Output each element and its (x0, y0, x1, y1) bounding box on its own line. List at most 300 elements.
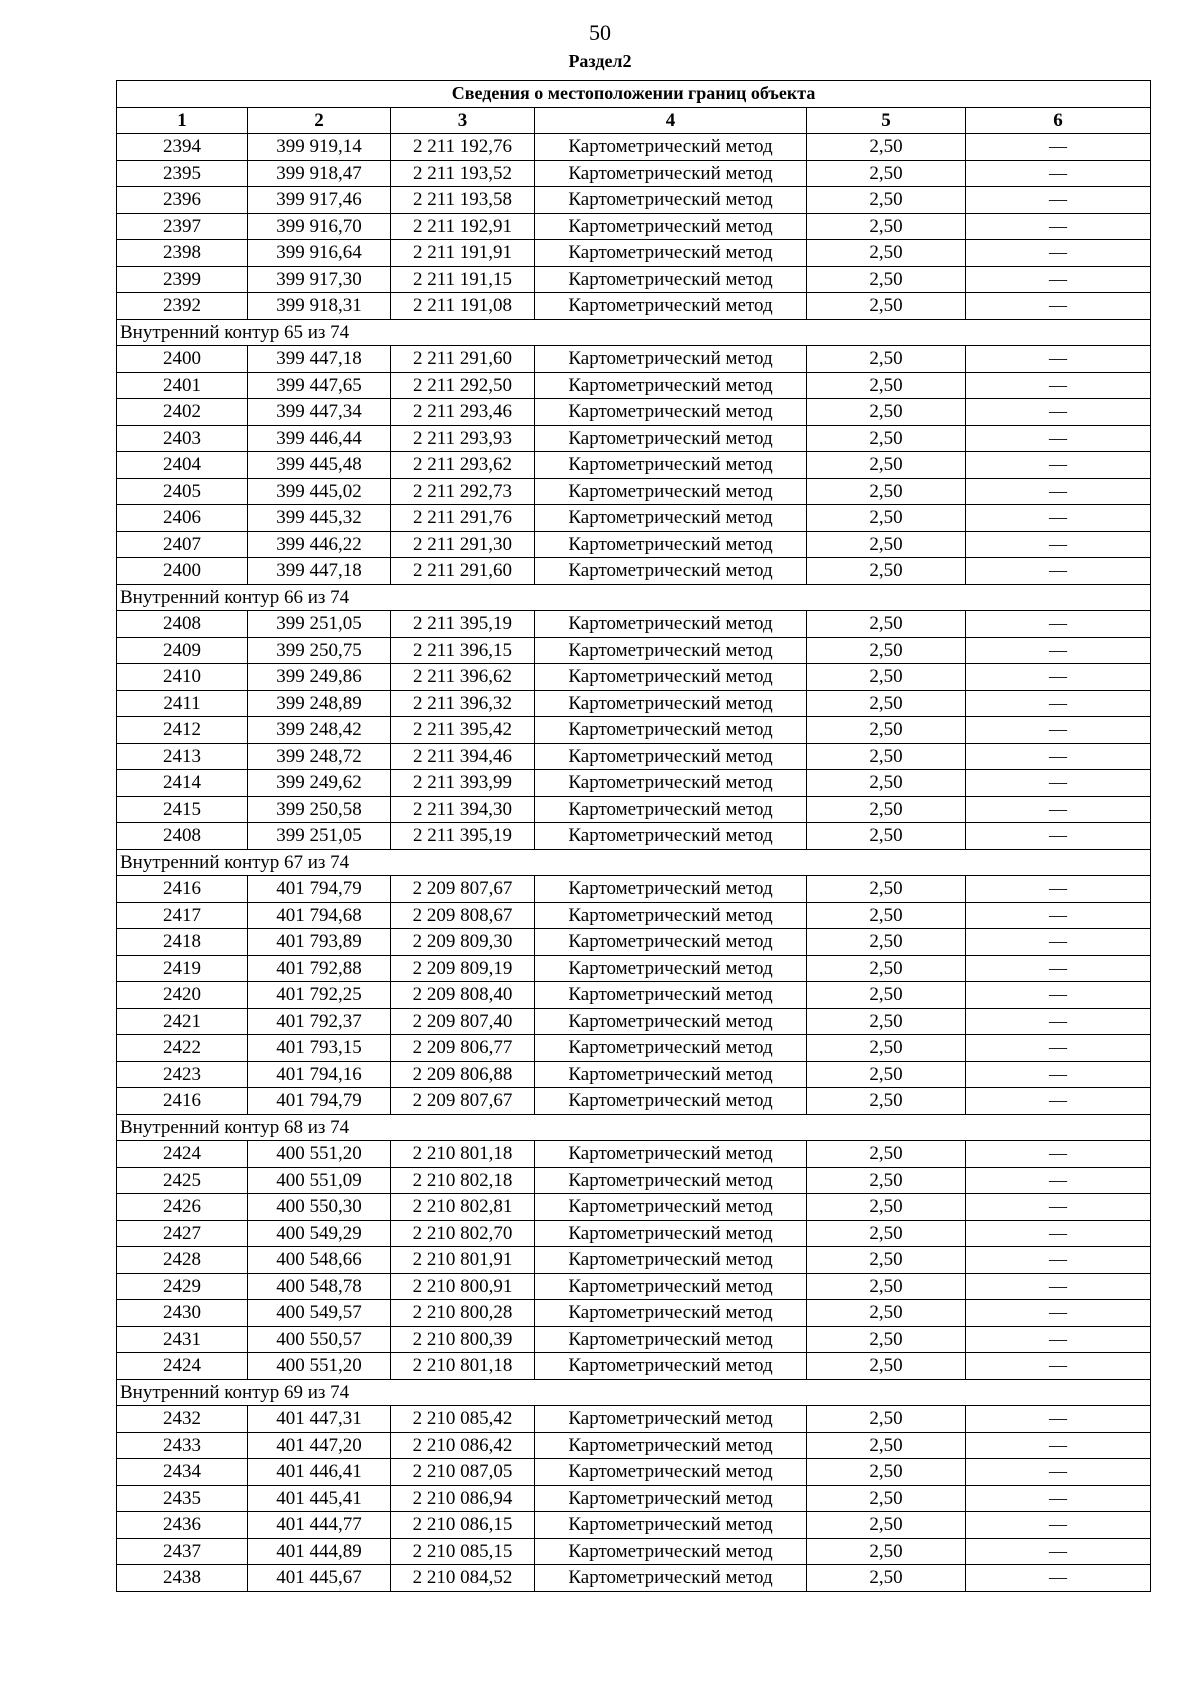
accuracy-cell: 2,50 (807, 743, 966, 770)
y-coordinate-cell: 2 211 293,62 (391, 452, 535, 479)
x-coordinate-cell: 399 251,05 (248, 823, 391, 850)
table-row (117, 240, 1151, 267)
point-number-cell: 2408 (117, 823, 248, 850)
accuracy-cell: 2,50 (807, 1273, 966, 1300)
description-cell: — (966, 743, 1151, 770)
method-cell: Картометрический метод (535, 664, 807, 691)
point-number-cell: 2416 (117, 876, 248, 903)
accuracy-cell: 2,50 (807, 1220, 966, 1247)
table-row (117, 1485, 1151, 1512)
y-coordinate-cell: 2 210 086,15 (391, 1512, 535, 1539)
x-coordinate-cell: 399 918,47 (248, 160, 391, 187)
y-coordinate-cell: 2 211 395,19 (391, 823, 535, 850)
x-coordinate-cell: 400 549,29 (248, 1220, 391, 1247)
method-cell: Картометрический метод (535, 929, 807, 956)
point-number-cell: 2394 (117, 134, 248, 161)
y-coordinate-cell: 2 211 191,91 (391, 240, 535, 267)
point-number-cell: 2438 (117, 1565, 248, 1592)
accuracy-cell: 2,50 (807, 240, 966, 267)
table-row (117, 505, 1151, 532)
method-cell: Картометрический метод (535, 1061, 807, 1088)
y-coordinate-cell: 2 211 293,46 (391, 399, 535, 426)
method-cell: Картометрический метод (535, 372, 807, 399)
point-number-cell: 2424 (117, 1141, 248, 1168)
point-number-cell: 2409 (117, 637, 248, 664)
x-coordinate-cell: 399 447,18 (248, 346, 391, 373)
method-cell: Картометрический метод (535, 478, 807, 505)
point-number-cell: 2392 (117, 293, 248, 320)
accuracy-cell: 2,50 (807, 1353, 966, 1380)
method-cell: Картометрический метод (535, 1088, 807, 1115)
description-cell: — (966, 399, 1151, 426)
x-coordinate-cell: 401 447,31 (248, 1406, 391, 1433)
y-coordinate-cell: 2 211 396,32 (391, 690, 535, 717)
x-coordinate-cell: 399 916,64 (248, 240, 391, 267)
y-coordinate-cell: 2 209 809,19 (391, 955, 535, 982)
accuracy-cell: 2,50 (807, 1008, 966, 1035)
contour-header-row (117, 319, 1151, 346)
x-coordinate-cell: 399 445,02 (248, 478, 391, 505)
method-cell: Картометрический метод (535, 1459, 807, 1486)
accuracy-cell: 2,50 (807, 1432, 966, 1459)
accuracy-cell: 2,50 (807, 478, 966, 505)
x-coordinate-cell: 400 548,66 (248, 1247, 391, 1274)
x-coordinate-cell: 399 250,75 (248, 637, 391, 664)
x-coordinate-cell: 399 445,48 (248, 452, 391, 479)
description-cell: — (966, 1432, 1151, 1459)
y-coordinate-cell: 2 209 807,67 (391, 1088, 535, 1115)
x-coordinate-cell: 401 792,25 (248, 982, 391, 1009)
contour-header-row (117, 849, 1151, 876)
description-cell: — (966, 372, 1151, 399)
x-coordinate-cell: 399 248,89 (248, 690, 391, 717)
table-row (117, 1167, 1151, 1194)
description-cell: — (966, 1273, 1151, 1300)
accuracy-cell: 2,50 (807, 1167, 966, 1194)
y-coordinate-cell: 2 210 085,15 (391, 1538, 535, 1565)
method-cell: Картометрический метод (535, 902, 807, 929)
accuracy-cell: 2,50 (807, 770, 966, 797)
table-row (117, 1035, 1151, 1062)
y-coordinate-cell: 2 210 084,52 (391, 1565, 535, 1592)
point-number-cell: 2410 (117, 664, 248, 691)
method-cell: Картометрический метод (535, 1326, 807, 1353)
description-cell: — (966, 1353, 1151, 1380)
method-cell: Картометрический метод (535, 240, 807, 267)
method-cell: Картометрический метод (535, 1565, 807, 1592)
y-coordinate-cell: 2 209 807,40 (391, 1008, 535, 1035)
description-cell: — (966, 1194, 1151, 1221)
method-cell: Картометрический метод (535, 1353, 807, 1380)
table-row (117, 346, 1151, 373)
description-cell: — (966, 187, 1151, 214)
point-number-cell: 2398 (117, 240, 248, 267)
method-cell: Картометрический метод (535, 505, 807, 532)
accuracy-cell: 2,50 (807, 372, 966, 399)
method-cell: Картометрический метод (535, 690, 807, 717)
description-cell: — (966, 266, 1151, 293)
method-cell: Картометрический метод (535, 770, 807, 797)
method-cell: Картометрический метод (535, 1247, 807, 1274)
x-coordinate-cell: 399 919,14 (248, 134, 391, 161)
method-cell: Картометрический метод (535, 796, 807, 823)
table-row (117, 929, 1151, 956)
table-row (117, 1538, 1151, 1565)
y-coordinate-cell: 2 211 191,08 (391, 293, 535, 320)
point-number-cell: 2422 (117, 1035, 248, 1062)
column-number: 2 (248, 107, 391, 134)
accuracy-cell: 2,50 (807, 160, 966, 187)
table-row (117, 982, 1151, 1009)
point-number-cell: 2433 (117, 1432, 248, 1459)
description-cell: — (966, 1247, 1151, 1274)
x-coordinate-cell: 401 444,89 (248, 1538, 391, 1565)
point-number-cell: 2429 (117, 1273, 248, 1300)
y-coordinate-cell: 2 210 802,18 (391, 1167, 535, 1194)
description-cell: — (966, 505, 1151, 532)
method-cell: Картометрический метод (535, 1008, 807, 1035)
description-cell: — (966, 770, 1151, 797)
x-coordinate-cell: 399 447,65 (248, 372, 391, 399)
contour-label: Внутренний контур 65 из 74 (117, 319, 1151, 346)
y-coordinate-cell: 2 211 291,60 (391, 346, 535, 373)
description-cell: — (966, 1167, 1151, 1194)
x-coordinate-cell: 400 549,57 (248, 1300, 391, 1327)
method-cell: Картометрический метод (535, 1035, 807, 1062)
description-cell: — (966, 531, 1151, 558)
table-row (117, 876, 1151, 903)
y-coordinate-cell: 2 211 192,91 (391, 213, 535, 240)
x-coordinate-cell: 400 548,78 (248, 1273, 391, 1300)
table-row (117, 558, 1151, 585)
point-number-cell: 2406 (117, 505, 248, 532)
column-number: 1 (117, 107, 248, 134)
description-cell: — (966, 876, 1151, 903)
x-coordinate-cell: 401 792,37 (248, 1008, 391, 1035)
table-row (117, 187, 1151, 214)
table-row (117, 955, 1151, 982)
y-coordinate-cell: 2 211 396,15 (391, 637, 535, 664)
method-cell: Картометрический метод (535, 717, 807, 744)
x-coordinate-cell: 401 794,79 (248, 1088, 391, 1115)
y-coordinate-cell: 2 211 193,52 (391, 160, 535, 187)
x-coordinate-cell: 399 248,72 (248, 743, 391, 770)
y-coordinate-cell: 2 211 293,93 (391, 425, 535, 452)
y-coordinate-cell: 2 211 394,46 (391, 743, 535, 770)
accuracy-cell: 2,50 (807, 1061, 966, 1088)
table-row (117, 266, 1151, 293)
method-cell: Картометрический метод (535, 134, 807, 161)
point-number-cell: 2427 (117, 1220, 248, 1247)
description-cell: — (966, 664, 1151, 691)
x-coordinate-cell: 399 447,18 (248, 558, 391, 585)
x-coordinate-cell: 399 248,42 (248, 717, 391, 744)
table-row (117, 531, 1151, 558)
y-coordinate-cell: 2 211 291,60 (391, 558, 535, 585)
accuracy-cell: 2,50 (807, 902, 966, 929)
contour-label: Внутренний контур 67 из 74 (117, 849, 1151, 876)
table-row (117, 717, 1151, 744)
table-row (117, 1008, 1151, 1035)
description-cell: — (966, 823, 1151, 850)
table-row (117, 743, 1151, 770)
description-cell: — (966, 1035, 1151, 1062)
table-row (117, 1565, 1151, 1592)
description-cell: — (966, 1565, 1151, 1592)
y-coordinate-cell: 2 211 191,15 (391, 266, 535, 293)
description-cell: — (966, 1459, 1151, 1486)
table-caption: Сведения о местоположении границ объекта (117, 81, 1151, 108)
table-row (117, 664, 1151, 691)
table-row (117, 796, 1151, 823)
point-number-cell: 2424 (117, 1353, 248, 1380)
table-row (117, 1061, 1151, 1088)
y-coordinate-cell: 2 211 291,76 (391, 505, 535, 532)
x-coordinate-cell: 401 445,41 (248, 1485, 391, 1512)
accuracy-cell: 2,50 (807, 823, 966, 850)
accuracy-cell: 2,50 (807, 717, 966, 744)
point-number-cell: 2437 (117, 1538, 248, 1565)
accuracy-cell: 2,50 (807, 1565, 966, 1592)
point-number-cell: 2432 (117, 1406, 248, 1433)
table-row (117, 452, 1151, 479)
description-cell: — (966, 1008, 1151, 1035)
accuracy-cell: 2,50 (807, 399, 966, 426)
description-cell: — (966, 637, 1151, 664)
table-row (117, 1273, 1151, 1300)
table-row (117, 1220, 1151, 1247)
method-cell: Картометрический метод (535, 743, 807, 770)
y-coordinate-cell: 2 209 807,67 (391, 876, 535, 903)
table-row (117, 1353, 1151, 1380)
method-cell: Картометрический метод (535, 1432, 807, 1459)
contour-label: Внутренний контур 69 из 74 (117, 1379, 1151, 1406)
point-number-cell: 2430 (117, 1300, 248, 1327)
y-coordinate-cell: 2 211 395,19 (391, 611, 535, 638)
method-cell: Картометрический метод (535, 1194, 807, 1221)
point-number-cell: 2414 (117, 770, 248, 797)
accuracy-cell: 2,50 (807, 1459, 966, 1486)
column-number: 3 (391, 107, 535, 134)
method-cell: Картометрический метод (535, 1141, 807, 1168)
y-coordinate-cell: 2 211 192,76 (391, 134, 535, 161)
accuracy-cell: 2,50 (807, 558, 966, 585)
point-number-cell: 2419 (117, 955, 248, 982)
description-cell: — (966, 160, 1151, 187)
accuracy-cell: 2,50 (807, 982, 966, 1009)
table-row (117, 293, 1151, 320)
y-coordinate-cell: 2 211 394,30 (391, 796, 535, 823)
method-cell: Картометрический метод (535, 1220, 807, 1247)
accuracy-cell: 2,50 (807, 134, 966, 161)
accuracy-cell: 2,50 (807, 690, 966, 717)
x-coordinate-cell: 401 445,67 (248, 1565, 391, 1592)
y-coordinate-cell: 2 211 393,99 (391, 770, 535, 797)
description-cell: — (966, 213, 1151, 240)
accuracy-cell: 2,50 (807, 452, 966, 479)
description-cell: — (966, 1141, 1151, 1168)
section-title: Раздел2 (568, 51, 632, 71)
method-cell: Картометрический метод (535, 213, 807, 240)
column-number-row (117, 107, 1151, 134)
description-cell: — (966, 929, 1151, 956)
accuracy-cell: 2,50 (807, 213, 966, 240)
method-cell: Картометрический метод (535, 982, 807, 1009)
point-number-cell: 2396 (117, 187, 248, 214)
y-coordinate-cell: 2 209 806,77 (391, 1035, 535, 1062)
method-cell: Картометрический метод (535, 425, 807, 452)
point-number-cell: 2423 (117, 1061, 248, 1088)
x-coordinate-cell: 399 249,86 (248, 664, 391, 691)
table-row (117, 690, 1151, 717)
method-cell: Картометрический метод (535, 531, 807, 558)
contour-label: Внутренний контур 66 из 74 (117, 584, 1151, 611)
description-cell: — (966, 796, 1151, 823)
description-cell: — (966, 1061, 1151, 1088)
table-row (117, 1088, 1151, 1115)
table-row (117, 425, 1151, 452)
accuracy-cell: 2,50 (807, 1512, 966, 1539)
method-cell: Картометрический метод (535, 1538, 807, 1565)
accuracy-cell: 2,50 (807, 293, 966, 320)
y-coordinate-cell: 2 210 087,05 (391, 1459, 535, 1486)
x-coordinate-cell: 399 251,05 (248, 611, 391, 638)
accuracy-cell: 2,50 (807, 346, 966, 373)
table-row (117, 770, 1151, 797)
column-number: 5 (807, 107, 966, 134)
description-cell: — (966, 134, 1151, 161)
point-number-cell: 2412 (117, 717, 248, 744)
method-cell: Картометрический метод (535, 187, 807, 214)
y-coordinate-cell: 2 210 085,42 (391, 1406, 535, 1433)
contour-header-row (117, 1379, 1151, 1406)
point-number-cell: 2401 (117, 372, 248, 399)
description-cell: — (966, 240, 1151, 267)
description-cell: — (966, 293, 1151, 320)
x-coordinate-cell: 401 444,77 (248, 1512, 391, 1539)
contour-header-row (117, 1114, 1151, 1141)
method-cell: Картометрический метод (535, 823, 807, 850)
y-coordinate-cell: 2 210 086,94 (391, 1485, 535, 1512)
method-cell: Картометрический метод (535, 346, 807, 373)
table-row (117, 823, 1151, 850)
accuracy-cell: 2,50 (807, 1141, 966, 1168)
x-coordinate-cell: 401 794,16 (248, 1061, 391, 1088)
x-coordinate-cell: 399 446,22 (248, 531, 391, 558)
method-cell: Картометрический метод (535, 955, 807, 982)
method-cell: Картометрический метод (535, 452, 807, 479)
x-coordinate-cell: 400 551,20 (248, 1353, 391, 1380)
point-number-cell: 2404 (117, 452, 248, 479)
accuracy-cell: 2,50 (807, 876, 966, 903)
point-number-cell: 2413 (117, 743, 248, 770)
y-coordinate-cell: 2 211 292,50 (391, 372, 535, 399)
table-row (117, 160, 1151, 187)
method-cell: Картометрический метод (535, 1300, 807, 1327)
point-number-cell: 2434 (117, 1459, 248, 1486)
x-coordinate-cell: 399 918,31 (248, 293, 391, 320)
table-row (117, 637, 1151, 664)
accuracy-cell: 2,50 (807, 505, 966, 532)
page-number: 50 (589, 20, 611, 45)
accuracy-cell: 2,50 (807, 187, 966, 214)
x-coordinate-cell: 400 550,30 (248, 1194, 391, 1221)
method-cell: Картометрический метод (535, 558, 807, 585)
description-cell: — (966, 1485, 1151, 1512)
accuracy-cell: 2,50 (807, 266, 966, 293)
description-cell: — (966, 1512, 1151, 1539)
table-row (117, 478, 1151, 505)
accuracy-cell: 2,50 (807, 1406, 966, 1433)
accuracy-cell: 2,50 (807, 1538, 966, 1565)
method-cell: Картометрический метод (535, 1406, 807, 1433)
description-cell: — (966, 346, 1151, 373)
x-coordinate-cell: 399 445,32 (248, 505, 391, 532)
description-cell: — (966, 982, 1151, 1009)
accuracy-cell: 2,50 (807, 1300, 966, 1327)
description-cell: — (966, 1220, 1151, 1247)
table-row (117, 1512, 1151, 1539)
y-coordinate-cell: 2 210 800,91 (391, 1273, 535, 1300)
description-cell: — (966, 558, 1151, 585)
point-number-cell: 2411 (117, 690, 248, 717)
x-coordinate-cell: 399 447,34 (248, 399, 391, 426)
y-coordinate-cell: 2 209 806,88 (391, 1061, 535, 1088)
accuracy-cell: 2,50 (807, 637, 966, 664)
table-row (117, 399, 1151, 426)
point-number-cell: 2408 (117, 611, 248, 638)
point-number-cell: 2425 (117, 1167, 248, 1194)
table-row (117, 213, 1151, 240)
table-row (117, 611, 1151, 638)
accuracy-cell: 2,50 (807, 1088, 966, 1115)
y-coordinate-cell: 2 211 193,58 (391, 187, 535, 214)
point-number-cell: 2397 (117, 213, 248, 240)
x-coordinate-cell: 399 916,70 (248, 213, 391, 240)
point-number-cell: 2400 (117, 558, 248, 585)
description-cell: — (966, 478, 1151, 505)
x-coordinate-cell: 400 551,09 (248, 1167, 391, 1194)
table-row (117, 1459, 1151, 1486)
x-coordinate-cell: 401 447,20 (248, 1432, 391, 1459)
table-caption-row (117, 81, 1151, 108)
column-number: 6 (966, 107, 1151, 134)
y-coordinate-cell: 2 210 801,91 (391, 1247, 535, 1274)
table-row (117, 372, 1151, 399)
method-cell: Картометрический метод (535, 1512, 807, 1539)
accuracy-cell: 2,50 (807, 1035, 966, 1062)
accuracy-cell: 2,50 (807, 611, 966, 638)
table-row (117, 134, 1151, 161)
point-number-cell: 2400 (117, 346, 248, 373)
y-coordinate-cell: 2 210 800,28 (391, 1300, 535, 1327)
x-coordinate-cell: 401 794,68 (248, 902, 391, 929)
y-coordinate-cell: 2 210 802,81 (391, 1194, 535, 1221)
x-coordinate-cell: 401 793,89 (248, 929, 391, 956)
table-row (117, 1141, 1151, 1168)
point-number-cell: 2405 (117, 478, 248, 505)
table-row (117, 1432, 1151, 1459)
y-coordinate-cell: 2 209 808,40 (391, 982, 535, 1009)
description-cell: — (966, 1300, 1151, 1327)
table-row (117, 1194, 1151, 1221)
y-coordinate-cell: 2 211 395,42 (391, 717, 535, 744)
accuracy-cell: 2,50 (807, 796, 966, 823)
y-coordinate-cell: 2 210 800,39 (391, 1326, 535, 1353)
description-cell: — (966, 717, 1151, 744)
x-coordinate-cell: 399 250,58 (248, 796, 391, 823)
y-coordinate-cell: 2 209 808,67 (391, 902, 535, 929)
